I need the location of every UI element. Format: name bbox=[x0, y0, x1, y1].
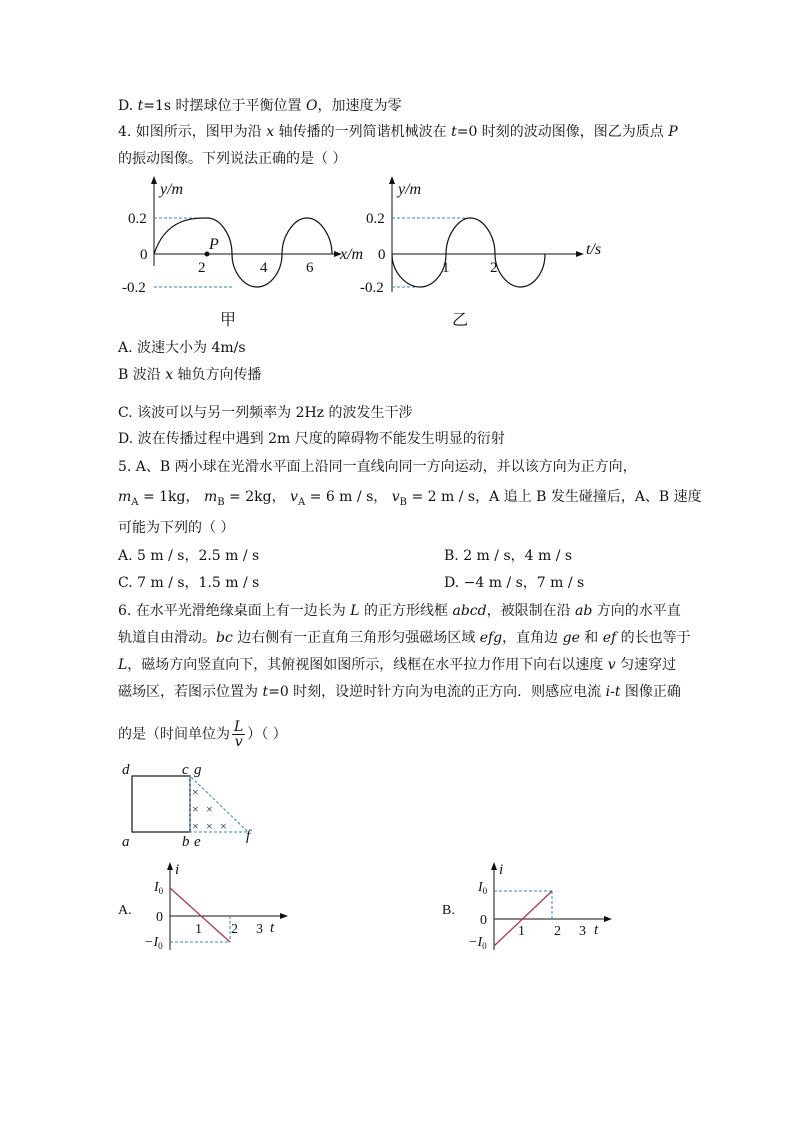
svg-text:-0.2: -0.2 bbox=[360, 280, 384, 296]
svg-text:甲: 甲 bbox=[220, 312, 237, 329]
svg-text:x/m: x/m bbox=[340, 246, 364, 263]
svg-text:2: 2 bbox=[231, 922, 238, 937]
svg-text:t/s: t/s bbox=[586, 241, 602, 258]
q4-option-b: B 波沿 x 轴负方向传播 bbox=[118, 367, 262, 383]
svg-text:1: 1 bbox=[518, 924, 525, 939]
svg-text:B.: B. bbox=[442, 903, 455, 918]
svg-text:0.2: 0.2 bbox=[128, 211, 147, 227]
svg-text:-0.2: -0.2 bbox=[122, 280, 146, 296]
svg-text:−I0: $-I_0$ bbox=[144, 935, 163, 951]
q5-formula-line: $m_A = 1kg$， $m_B = 2kg$， $v_A = 6$ m / s， $v_B = 2$ m / s，A 追上 B 发生碰撞后，A、B 速度 bbox=[118, 489, 702, 508]
q6-stem-line4: 磁场区，若图示位置为 t=0 时刻，设逆时针方向为电流的正方向．则感应电流 i-t 图像正确 bbox=[118, 684, 681, 700]
svg-text:t: t bbox=[270, 920, 275, 936]
svg-text:y/m: y/m bbox=[398, 181, 422, 198]
svg-text:3: 3 bbox=[256, 922, 263, 937]
svg-text:6: 6 bbox=[306, 260, 314, 276]
wave-graph-jia bbox=[122, 176, 363, 329]
svg-text:0: 0 bbox=[378, 247, 386, 263]
svg-text:t: t bbox=[594, 922, 599, 938]
svg-text:2: 2 bbox=[554, 924, 561, 939]
svg-text:2: 2 bbox=[490, 260, 498, 276]
q6-graph-b bbox=[442, 858, 617, 958]
q4-option-a: A. 波速大小为 4m/s bbox=[118, 340, 246, 356]
svg-text:0: 0 bbox=[140, 247, 148, 263]
q6-stem-line2: 轨道自由滑动。bc 边右侧有一正直角三角形匀强磁场区域 efg，直角边 ge 和 ef 的长也等于 bbox=[118, 630, 691, 646]
svg-text:b: b bbox=[182, 834, 190, 850]
svg-text:f: f bbox=[246, 828, 251, 844]
svg-text:3: 3 bbox=[579, 924, 586, 939]
svg-text:×: × bbox=[192, 802, 199, 816]
vibration-graph-yi bbox=[360, 176, 601, 329]
svg-text:i: i bbox=[499, 862, 504, 878]
q4-figures bbox=[120, 174, 620, 334]
svg-text:0: 0 bbox=[480, 913, 487, 928]
svg-text:1: 1 bbox=[195, 922, 202, 937]
svg-text:×: × bbox=[206, 819, 213, 833]
q6-stem-line1: 6. 在水平光滑绝缘桌面上有一边长为 L 的正方形线框 abcd，被限制在沿 ab 方向的水平直 bbox=[118, 603, 681, 619]
svg-text:y/m: y/m bbox=[160, 181, 184, 198]
svg-text:e: e bbox=[194, 834, 201, 850]
svg-text:a: a bbox=[122, 834, 130, 850]
svg-text:I0: $I_0$ bbox=[154, 880, 164, 896]
svg-text:×: × bbox=[220, 819, 227, 833]
q5-option-c: C. 7 m / s，1.5 m / s bbox=[118, 575, 260, 591]
q6-graph-a bbox=[118, 858, 293, 958]
magnetic-field-marks bbox=[192, 785, 227, 833]
svg-text:乙: 乙 bbox=[452, 312, 469, 329]
q6-loop-field-figure bbox=[118, 760, 268, 855]
svg-text:1: 1 bbox=[442, 260, 450, 276]
svg-text:×: × bbox=[192, 819, 199, 833]
q4-stem-line1: 4. 如图所示，图甲为沿 x 轴传播的一列简谐机械波在 t=0 时刻的波动图像，图乙为质点 P bbox=[118, 124, 678, 140]
q3-option-d: D. t=1s 时摆球位于平衡位置 O，加速度为零 bbox=[118, 98, 402, 114]
fraction-L-over-v: $\frac{L}{v}$ bbox=[234, 719, 244, 750]
svg-text:I0: $I_0$ bbox=[478, 880, 488, 896]
q5-stem-line3: 可能为下列的（ ） bbox=[118, 520, 235, 536]
svg-text:×: × bbox=[192, 785, 199, 799]
svg-text:c: c bbox=[182, 762, 189, 778]
svg-text:P: P bbox=[209, 236, 219, 253]
svg-text:−I0: $-I_0$ bbox=[468, 935, 487, 951]
svg-text:A.: A. bbox=[118, 903, 132, 918]
svg-text:d: d bbox=[122, 762, 130, 778]
svg-text:4: 4 bbox=[260, 260, 268, 276]
q5-option-a: A. 5 m / s，2.5 m / s bbox=[118, 548, 260, 564]
svg-text:2: 2 bbox=[198, 260, 206, 276]
svg-text:×: × bbox=[206, 802, 213, 816]
q5-option-d: D. −4 m / s，7 m / s bbox=[444, 575, 585, 591]
svg-text:0: 0 bbox=[156, 910, 163, 925]
svg-text:i: i bbox=[175, 862, 180, 878]
q4-option-c: C. 该波可以与另一列频率为 2Hz 的波发生干涉 bbox=[118, 405, 413, 421]
q6-stem-line5: 的是（时间单位为 $\frac{L}{v}$ ）（ ） bbox=[118, 719, 287, 750]
q5-stem-line1: 5. A、B 两小球在光滑水平面上沿同一直线向同一方向运动，并以该方向为正方向， bbox=[118, 459, 637, 475]
q4-option-d: D. 波在传播过程中遇到 2m 尺度的障碍物不能发生明显的衍射 bbox=[118, 431, 505, 447]
svg-text:0.2: 0.2 bbox=[366, 211, 385, 227]
q5-option-b: B. 2 m / s，4 m / s bbox=[444, 548, 573, 564]
q4-stem-line2: 的振动图像。下列说法正确的是（ ） bbox=[118, 151, 347, 167]
q6-stem-line3: L，磁场方向竖直向下，其俯视图如图所示，线框在水平拉力作用下向右以速度 v 匀速穿过 bbox=[118, 657, 677, 673]
svg-text:g: g bbox=[194, 762, 202, 778]
